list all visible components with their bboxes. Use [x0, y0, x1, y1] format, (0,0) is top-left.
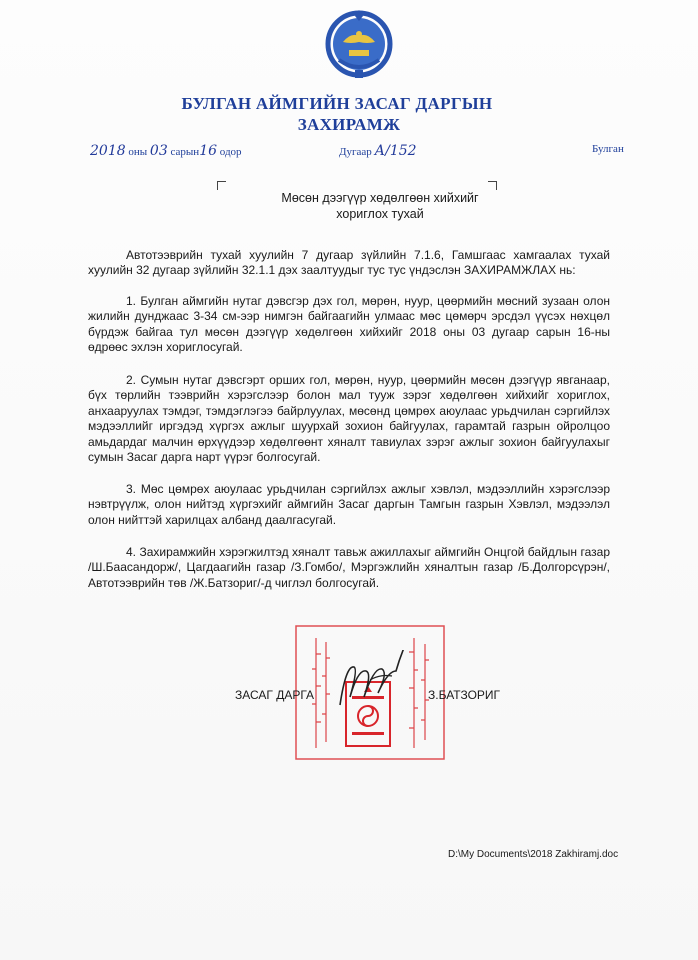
document-number: А/152 [374, 143, 417, 159]
paragraph-2-text: 2. Сумын нутаг дэвсгэрт орших гол, мөрөн, нуур, цөөрмийн мөсөн дээгүүр явганаар, бүх төрлийн тээврийн хэрэгслээр болон мал тууж зэрэг хөдөлгөөн хийхийг хориглох, анхааруулах тэмдэг, тэмдэглэгээ байрлуулах, мөсөнд цөмрөх аюулаас урьдчилан сэргийлэх мэдээллийг иргэдэд хүргэх ажлыг шуурхай зохион байгуулах, гарамтай газрын ойролцоо амьдардаг малчин өрхүүдээр хөдөлгөөнт хяналт тавиулах зэрэг ажлыг зохион байгуулахыг сумын Засаг дарга нарт үүрэг болгосугай. [88, 373, 610, 465]
date-month-suffix: сарын [167, 146, 200, 158]
paragraph-1-text: 1. Булган аймгийн нутаг дэвсгэр дэх гол, мөрөн, нуур, цөөрмийн мөсний зузаан олон жилийн дунджаас 3-34 см-ээр нимгэн байгаагийн улмаас мөс цөмөрч эрсдэл үүсэх нөхцөл бүрдэж байгаа тул мөсөн дээгүүр хөдөлгөөн хийхийг 2018 оны 03 дугаар сарын 16-ны өдрөөс эхлэн хориглосугай. [88, 294, 610, 355]
subject-line2: хориглох тухай [336, 207, 424, 221]
signatory-name: З.БАТЗОРИГ [428, 688, 501, 702]
place-name: Булган [592, 143, 624, 155]
subject-bracket-left [217, 181, 226, 190]
number-label: Дугаар [339, 146, 372, 158]
subject-line1: Мөсөн дээгүүр хөдөлгөөн хийхийг [281, 191, 479, 205]
paragraph-intro [88, 248, 610, 279]
date-day-suffix: одор [217, 146, 242, 158]
signatory-title: ЗАСАГ ДАРГА [235, 688, 315, 702]
date-line [90, 143, 242, 159]
paragraph-3 [88, 482, 610, 528]
subject-bracket-right [488, 181, 497, 190]
date-month: 03 [149, 143, 168, 159]
header-title-line2: ЗАХИРАМЖ [297, 115, 401, 134]
subject-title [250, 190, 510, 222]
header-title-line1: БУЛГАН АЙМГИЙН ЗАСАГ ДАРГЫН [181, 94, 493, 113]
paragraph-4 [88, 545, 610, 591]
paragraph-3-text: 3. Мөс цөмрөх аюулаас урьдчилан сэргийлэх ажлыг хэвлэл, мэдээллийн хэрэгслээр нэвтрүүлж, олон нийтэд хүргэхийг аймгийн Засаг даргын Тамгын газрын Хэвлэл, мэдээлэл олон нийттэй харилцах албанд даалгасугай. [88, 482, 610, 527]
intro-text: Автотээврийн тухай хуулийн 7 дугаар зүйлийн 7.1.6, Гамшгаас хамгаалах тухай хуулийн 32 дугаар зүйлийн 32.1.1 дэх заалтуудыг тус тус үндэслэн ЗАХИРАМЖЛАХ нь: [88, 248, 610, 278]
state-emblem-icon [325, 4, 393, 84]
paragraph-4-text: 4. Захирамжийн хэрэгжилтэд хяналт тавьж ажиллахыг аймгийн Онцгой байдлын газар /Ш.Баасандорж/, Цагдаагийн газар /З.Гомбо/, Мэргэжлийн хяналтын газар /Б.Долгорсүрэн/, Автотээврийн төв /Ж.Батзориг/-д чиглэл болгосугай. [88, 545, 610, 590]
paragraph-2 [88, 373, 610, 465]
date-year-suffix: оны [125, 146, 148, 158]
date-day: 16 [199, 143, 218, 159]
paragraph-1 [88, 294, 610, 356]
date-year: 2018 [90, 143, 126, 159]
handwritten-signature [330, 650, 430, 720]
file-path-footer: D:\My Documents\2018 Zakhiramj.doc [448, 849, 619, 860]
number-line [339, 143, 417, 159]
